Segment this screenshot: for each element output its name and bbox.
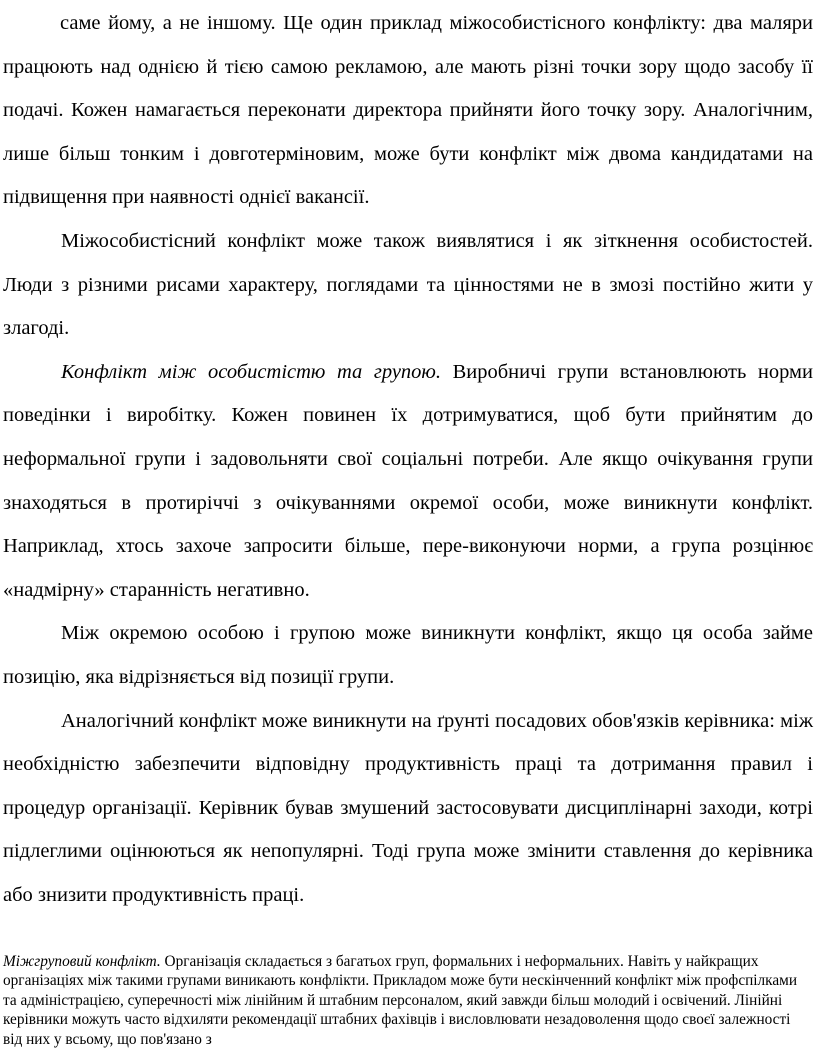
paragraph-text: Міжособистісний конфлікт може також виявлятися і як зіткнення особистостей. Люди з різними рисами характеру, поглядами та цінностями не в змозі постійно жити у злагоді.	[3, 229, 813, 340]
paragraph-interpersonal-example	[3, 2, 813, 220]
paragraph-heading: Міжгруповий конфлікт.	[3, 953, 161, 970]
paragraph-manager-duties	[3, 700, 813, 918]
intergroup-conflict-block	[3, 952, 813, 1049]
paragraph-individual-position	[3, 612, 813, 699]
paragraph-text: Організація складається з багатьох груп, формальних і неформальних. Навіть у найкращих організаціях між такими групами виникають конфлікти. Прикладом може бути нескінченний конфлікт між профспілками та адміністрацією, суперечності між лінійним й штабним персоналом, який завжди більш молодий і освічений. Лінійні керівники можуть часто відхиляти рекомендації штабних фахівців і висловлювати незадоволення щодо своєї залежності від них у всьому, що пов'язано з	[3, 953, 798, 1048]
paragraph-text: саме йому, а не іншому. Ще один приклад міжособистісного конфлікту: два маляри працюють над однією й тією самою рекламою, але мають різні точки зору щодо засобу її подачі. Кожен намагається переконати директора прийняти його точку зору. Аналогічним, лише більш тонким і довготерміновим, може бути конфлікт між двома кандидатами на підвищення при наявності однієї вакансії.	[3, 12, 813, 209]
paragraph-text: Аналогічний конфлікт може виникнути на ґрунті посадових обов'язків керівника: між необхідністю забезпечити відповідну продуктивність праці та дотримання правил і процедур організації. Керівник бував змушений застосовувати дисциплінарні заходи, котрі підлеглими оцінюються як непопулярні. Тоді група може змінити ставлення до керівника або знизити продуктивність праці.	[3, 709, 813, 906]
paragraph-personality-clash	[3, 220, 813, 351]
paragraph-text: Виробничі групи встановлюють норми поведінки і виробітку. Кожен повинен їх дотримуватися, щоб бути прийнятим до неформальної групи і задовольняти свої соціальні потреби. Але якщо очікування групи знаходяться в протиріччі з очікуваннями окремої особи, може виникнути конфлікт. Наприклад, хтось захоче запросити більше, пере-виконуючи норми, а група розцінює «надмірну» старанність негативно.	[3, 360, 813, 601]
document-body	[3, 2, 813, 917]
paragraph-intergroup-conflict	[3, 952, 813, 1049]
paragraph-heading: Конфлікт між особистістю та групою.	[61, 360, 441, 383]
paragraph-person-vs-group	[3, 351, 813, 613]
paragraph-text: Між окремою особою і групою може виникнути конфлікт, якщо ця особа займе позицію, яка відрізняється від позиції групи.	[3, 622, 813, 688]
